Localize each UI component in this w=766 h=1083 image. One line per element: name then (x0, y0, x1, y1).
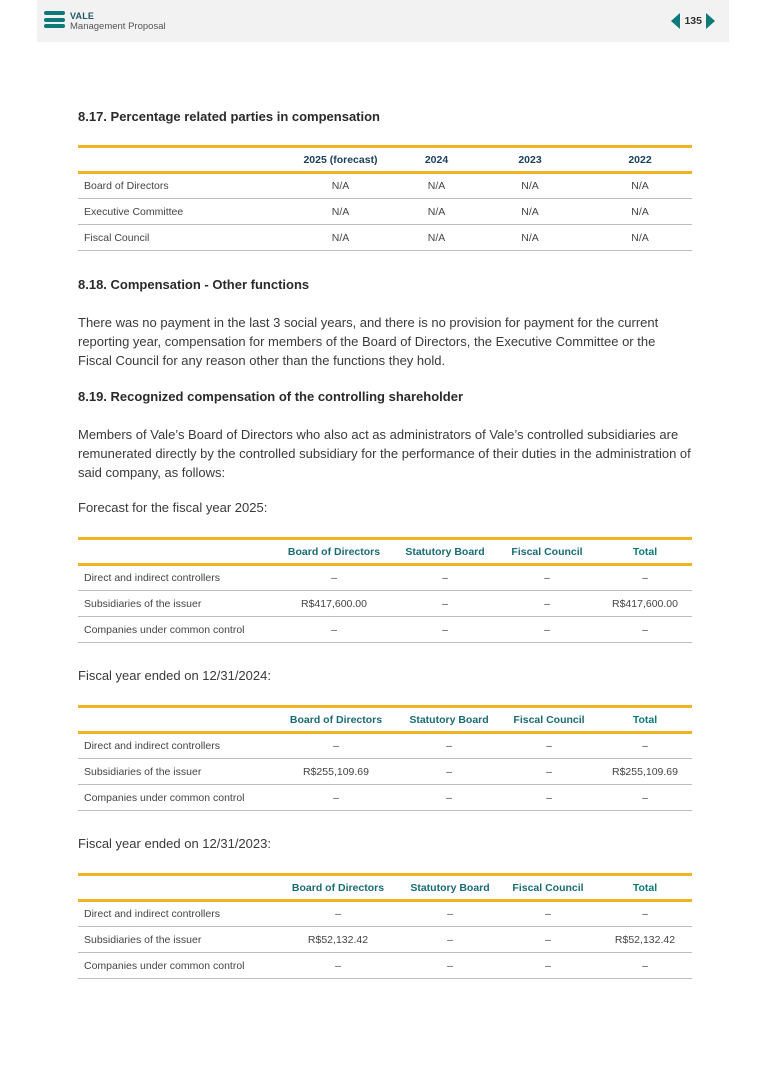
table-cell: R$255,109.69 (598, 759, 692, 785)
table-cell: – (496, 617, 598, 643)
table-cell: N/A (588, 173, 692, 199)
table-row (78, 759, 692, 785)
column-header (78, 707, 274, 733)
table-cell: – (274, 617, 394, 643)
document-subtitle: Management Proposal (70, 21, 166, 32)
row-label: Fiscal Council (78, 225, 280, 251)
table-cell: – (394, 591, 496, 617)
table-cell: – (598, 617, 692, 643)
table-cell: – (498, 953, 598, 979)
table-cell: – (398, 759, 500, 785)
compensation-table-2025 (78, 537, 692, 643)
table-cell: – (498, 927, 598, 953)
table-cell: – (402, 953, 498, 979)
table-row (78, 591, 692, 617)
table-cell: – (398, 785, 500, 811)
table-cell: – (274, 953, 402, 979)
table-cell: R$417,600.00 (274, 591, 394, 617)
table-cell: N/A (280, 225, 401, 251)
table-row (78, 617, 692, 643)
column-header: Statutory Board (402, 875, 498, 901)
table-cell: N/A (401, 173, 472, 199)
table-cell: – (498, 901, 598, 927)
column-header: Statutory Board (398, 707, 500, 733)
row-label: Companies under common control (78, 785, 274, 811)
table-row (78, 733, 692, 759)
table-row (78, 785, 692, 811)
row-label: Subsidiaries of the issuer (78, 591, 274, 617)
table-caption-2024: Fiscal year ended on 12/31/2024: (78, 668, 271, 683)
table-header-row (78, 539, 692, 565)
column-header: 2022 (588, 147, 692, 173)
column-header: Fiscal Council (500, 707, 598, 733)
table-cell: – (598, 565, 692, 591)
table-row (78, 927, 692, 953)
table-cell: – (274, 901, 402, 927)
table-cell: – (598, 953, 692, 979)
column-header: 2024 (401, 147, 472, 173)
table-cell: – (598, 733, 692, 759)
table-cell: – (274, 785, 398, 811)
row-label: Direct and indirect controllers (78, 733, 274, 759)
table-cell: N/A (588, 225, 692, 251)
brand-name: VALE (70, 11, 95, 21)
row-label: Direct and indirect controllers (78, 901, 274, 927)
column-header: Fiscal Council (498, 875, 598, 901)
table-row (78, 199, 692, 225)
row-label: Executive Committee (78, 199, 280, 225)
section-8-19-title: 8.19. Recognized compensation of the controlling shareholder (78, 389, 464, 404)
section-8-18-title: 8.18. Compensation - Other functions (78, 277, 310, 292)
table-caption-2023: Fiscal year ended on 12/31/2023: (78, 836, 271, 851)
table-cell: R$52,132.42 (598, 927, 692, 953)
column-header: Total (598, 707, 692, 733)
row-label: Subsidiaries of the issuer (78, 759, 274, 785)
compensation-table-2024 (78, 705, 692, 811)
table-cell: R$255,109.69 (274, 759, 398, 785)
table-header-row (78, 707, 692, 733)
table-cell: – (398, 733, 500, 759)
next-page-icon[interactable] (706, 13, 715, 29)
section-8-18-body: There was no payment in the last 3 social years, and there is no provision for payment for the current reporting year, compensation for members of the Board of Directors, the Executive Committee or the Fiscal Council for any reason other than the functions they hold. (78, 315, 659, 368)
table-cell: – (500, 759, 598, 785)
previous-page-icon[interactable] (671, 13, 680, 29)
section-8-17-title: 8.17. Percentage related parties in compensation (78, 109, 381, 124)
column-header: Total (598, 875, 692, 901)
table-cell: N/A (472, 173, 588, 199)
table-cell: – (394, 565, 496, 591)
table-cell: N/A (401, 225, 472, 251)
column-header: Board of Directors (274, 875, 402, 901)
table-cell: – (274, 565, 394, 591)
column-header: Fiscal Council (496, 539, 598, 565)
column-header: 2023 (472, 147, 588, 173)
table-cell: N/A (280, 199, 401, 225)
page-number: 135 (684, 15, 702, 27)
table-cell: N/A (472, 225, 588, 251)
table-cell: – (402, 901, 498, 927)
compensation-table-2023 (78, 873, 692, 979)
table-cell: – (500, 785, 598, 811)
table-cell: – (500, 733, 598, 759)
vale-logo-icon (44, 11, 65, 28)
table-row (78, 901, 692, 927)
brand-block (70, 11, 166, 33)
column-header (78, 875, 274, 901)
table-row (78, 565, 692, 591)
column-header: Board of Directors (274, 539, 394, 565)
table-cell: R$52,132.42 (274, 927, 402, 953)
page-navigator (671, 13, 715, 29)
column-header: Board of Directors (274, 707, 398, 733)
related-parties-table (78, 145, 692, 251)
column-header (78, 539, 274, 565)
table-caption-2025: Forecast for the fiscal year 2025: (78, 500, 268, 515)
row-label: Direct and indirect controllers (78, 565, 274, 591)
table-cell: – (402, 927, 498, 953)
table-cell: R$417,600.00 (598, 591, 692, 617)
table-cell: – (598, 901, 692, 927)
table-row (78, 173, 692, 199)
table-cell: N/A (588, 199, 692, 225)
table-cell: – (598, 785, 692, 811)
section-8-19-body: Members of Vale’s Board of Directors who also act as administrators of Vale’s controlled subsidiaries are remunerated directly by the controlled subsidiary for the performance of their duties in the administration of said company, as follows: (78, 427, 691, 480)
table-cell: – (394, 617, 496, 643)
table-cell: – (496, 591, 598, 617)
row-label: Subsidiaries of the issuer (78, 927, 274, 953)
column-header (78, 147, 280, 173)
table-cell: N/A (401, 199, 472, 225)
column-header: Total (598, 539, 692, 565)
table-cell: – (496, 565, 598, 591)
column-header: 2025 (forecast) (280, 147, 401, 173)
row-label: Board of Directors (78, 173, 280, 199)
page-header (37, 0, 729, 42)
table-cell: – (274, 733, 398, 759)
table-row (78, 953, 692, 979)
table-cell: N/A (472, 199, 588, 225)
column-header: Statutory Board (394, 539, 496, 565)
table-row (78, 225, 692, 251)
table-cell: N/A (280, 173, 401, 199)
row-label: Companies under common control (78, 617, 274, 643)
table-header-row (78, 875, 692, 901)
table-header-row (78, 147, 692, 173)
row-label: Companies under common control (78, 953, 274, 979)
